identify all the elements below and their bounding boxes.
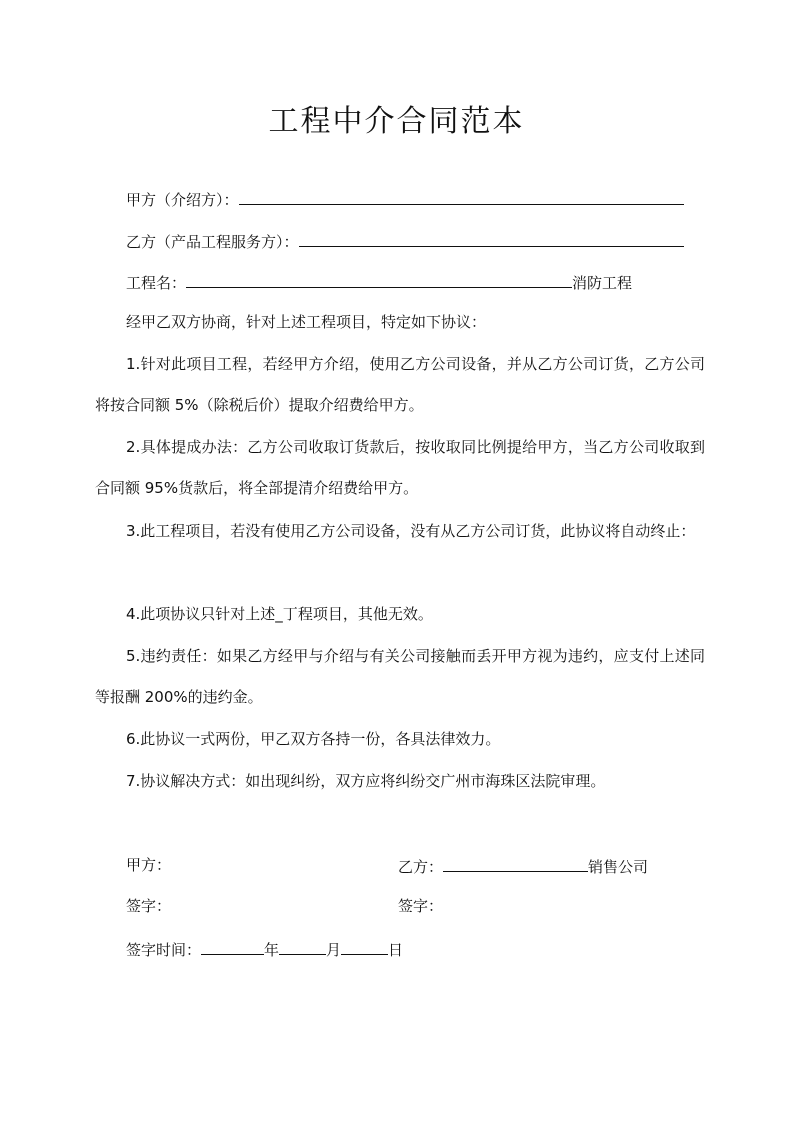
party-b-company-suffix: 销售公司 — [588, 858, 649, 876]
clause-5: 5.违约责任：如果乙方经甲与介绍与有关公司接触而丢开甲方视为违约，应支付上述同等报酬 200%的违约金。 — [95, 647, 705, 706]
clause-3: 3.此工程项目，若没有使用乙方公司设备，没有从乙方公司订货，此协议将自动终止： — [126, 522, 696, 540]
party-a-blank — [239, 188, 684, 205]
party-a-field — [126, 188, 684, 210]
sign-a-label: 签字： — [126, 897, 172, 915]
document-title: 工程中介合同范本 — [268, 104, 525, 139]
date-label: 签字时间： — [126, 941, 202, 959]
party-b-signature-label: 乙方： — [398, 858, 444, 876]
party-b-company-blank — [443, 855, 588, 872]
project-value: 消防工程 — [572, 274, 633, 292]
day-label: 日 — [388, 941, 404, 959]
party-b-signature-field — [398, 855, 648, 877]
project-field — [126, 271, 632, 293]
clause-6: 6.此协议一式两份，甲乙双方各持一份，各具法律效力。 — [126, 730, 501, 748]
year-blank — [201, 938, 264, 955]
party-b-field — [126, 230, 684, 252]
sign-b-label: 签字： — [398, 897, 444, 915]
clause-1: 1.针对此项目工程，若经甲方介绍，使用乙方公司设备，并从乙方公司订货，乙方公司将按合同额 5%（除税后价）提取介绍费给甲方。 — [95, 355, 705, 414]
year-label: 年 — [264, 941, 280, 959]
signing-date-field — [126, 938, 403, 960]
clause-4: 4.此项协议只针对上述_丁程项目，其他无效。 — [126, 605, 433, 623]
day-blank — [341, 938, 388, 955]
party-a-signature-label: 甲方： — [126, 856, 172, 874]
party-b-label: 乙方（产品工程服务方）： — [126, 233, 299, 251]
party-b-blank — [299, 230, 684, 247]
intro-paragraph: 经甲乙双方协商，针对上述工程项目，特定如下协议： — [126, 313, 487, 331]
month-label: 月 — [326, 941, 342, 959]
project-label: 工程名： — [126, 274, 187, 292]
party-a-label: 甲方（介绍方）： — [126, 191, 239, 209]
project-blank — [186, 271, 572, 288]
clause-7: 7.协议解决方式：如出现纠纷，双方应将纠纷交广州市海珠区法院审理。 — [126, 772, 606, 790]
month-blank — [279, 938, 326, 955]
clause-2: 2.具体提成办法：乙方公司收取订货款后，按收取同比例提给甲方，当乙方公司收取到合同额 95%货款后，将全部提清介绍费给甲方。 — [95, 438, 705, 497]
